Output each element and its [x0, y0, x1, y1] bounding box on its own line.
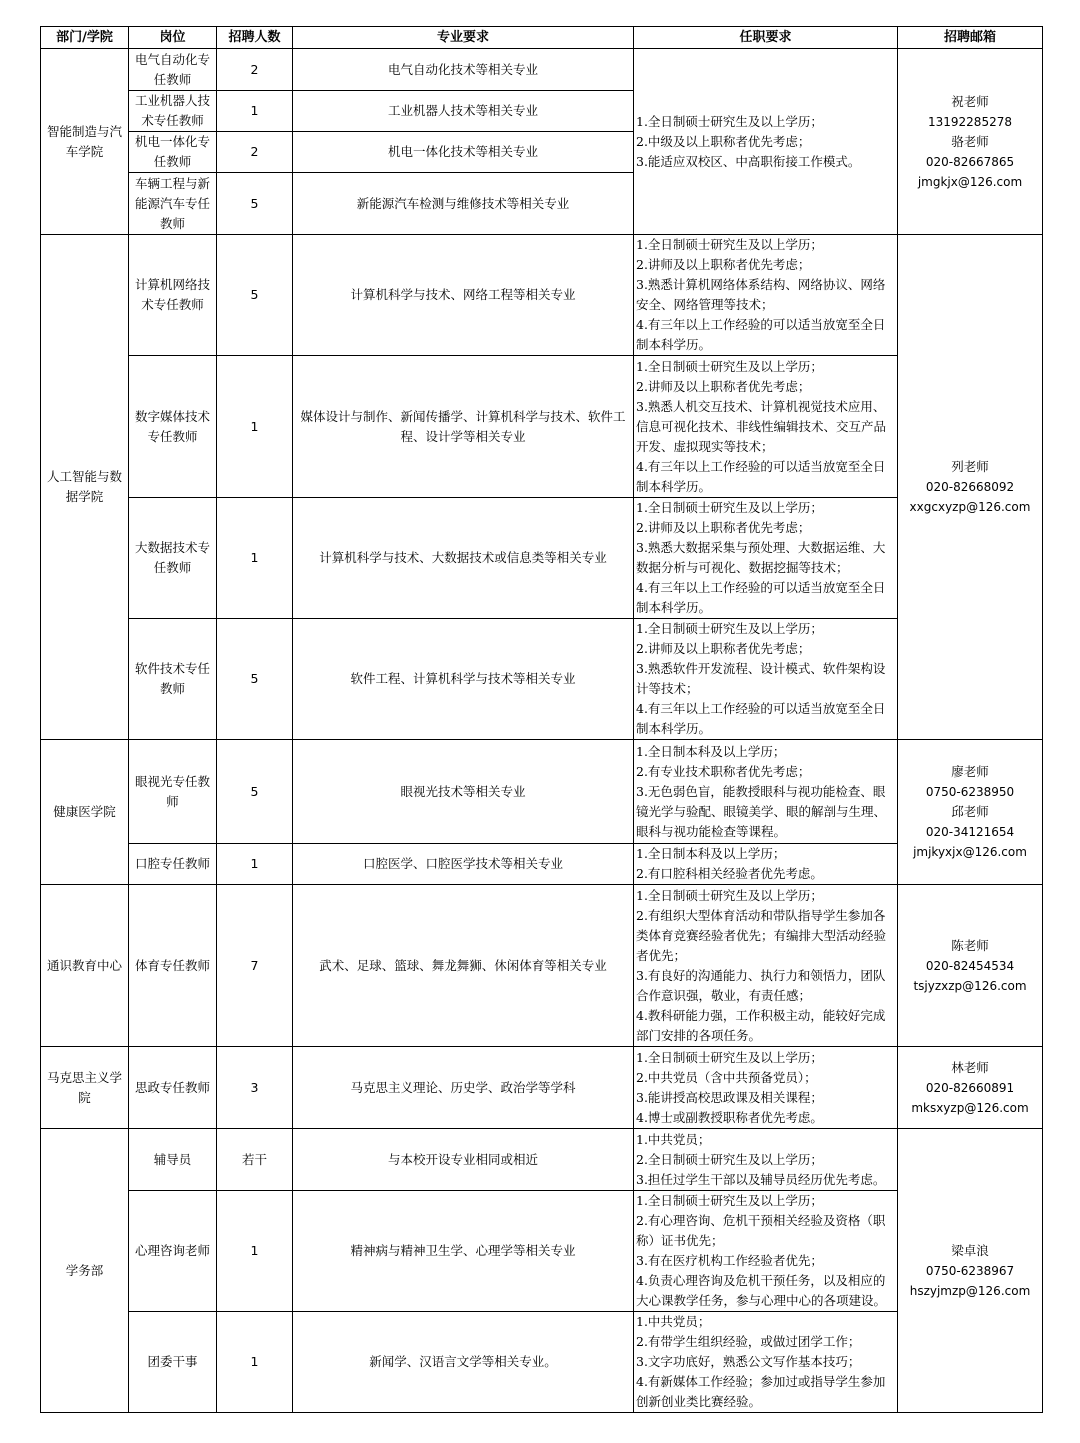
requirement-line: 4.有新媒体工作经验；参加过或指导学生参加创新创业类比赛经验。: [636, 1374, 886, 1409]
contact-name: 林老师: [951, 1059, 989, 1075]
requirement-line: 1.全日制硕士研究生及以上学历；: [636, 887, 823, 903]
major-cell: 媒体设计与制作、新闻传播学、计算机科学与技术、软件工程、设计学等相关专业: [293, 356, 634, 498]
contact-email: tsjyzxzp@126.com: [913, 978, 1027, 993]
table-row: [41, 619, 1043, 740]
table-row: [41, 1129, 1043, 1191]
contact-email: xxgcxyzp@126.com: [909, 500, 1031, 514]
count-cell: 5: [217, 173, 293, 235]
requirement-line: 3.文字功底好，熟悉公文写作基本技巧；: [636, 1354, 861, 1369]
position-cell: 辅导员: [129, 1129, 217, 1191]
count-cell: 1: [217, 356, 293, 498]
position-cell: 体育专任教师: [129, 885, 217, 1047]
count-cell: 2: [217, 49, 293, 91]
requirement-line: 1.全日制本科及以上学历；: [636, 743, 786, 759]
table-row: [41, 1047, 1043, 1129]
major-cell: 新能源汽车检测与维修技术等相关专业: [293, 173, 634, 235]
col-header-requirements: 任职要求: [634, 27, 898, 49]
contact-phone: 020-82660891: [925, 1080, 1015, 1095]
requirement-line: 3.熟悉软件开发流程、设计模式、软件架构设计等技术；: [636, 661, 886, 696]
count-cell: 5: [217, 740, 293, 844]
dept-cell: 健康医学院: [41, 740, 129, 885]
requirement-line: 3.无色弱色盲，能教授眼科与视功能检查、眼镜光学与验配、眼镜美学、眼的解剖与生理、眼科与视功能检查等课程。: [636, 783, 887, 839]
dept-cell: 智能制造与汽车学院: [41, 49, 129, 235]
contact-phone: 020-82668092: [925, 480, 1015, 494]
dept-cell: 学务部: [41, 1129, 129, 1413]
recruitment-table: [40, 26, 1043, 1413]
contact-email: mksxyzp@126.com: [911, 1100, 1029, 1115]
contact-name: 骆老师: [951, 133, 989, 149]
contact-name: 邱老师: [951, 804, 989, 819]
contact-cell: [898, 885, 1043, 1047]
requirement-line: 3.有在医疗机构工作经验者优先；: [636, 1253, 823, 1268]
requirement-line: 3.有良好的沟通能力、执行力和领悟力，团队合作意识强，敬业，有责任感；: [636, 967, 886, 1003]
requirement-line: 2.讲师及以上职称者优先考虑；: [636, 520, 811, 535]
contact-cell: [898, 1129, 1043, 1413]
table-row: [41, 49, 1043, 91]
col-header-email: 招聘邮箱: [898, 27, 1043, 49]
requirement-line: 3.熟悉人机交互技术、计算机视觉技术应用、信息可视化技术、非线性编辑技术、交互产品开发、虚拟现实等技术；: [636, 398, 887, 454]
table-row: [41, 844, 1043, 885]
requirement-line: 3.能适应双校区、中高职衔接工作模式。: [636, 153, 861, 169]
position-cell: 眼视光专任教师: [129, 740, 217, 844]
major-cell: 计算机科学与技术、网络工程等相关专业: [293, 235, 634, 356]
requirement-line: 4.负责心理咨询及危机干预任务，以及相应的大心课教学任务，参与心理中心的各项建设。: [636, 1273, 887, 1308]
major-cell: 武术、足球、篮球、舞龙舞狮、休闲体育等相关专业: [293, 885, 634, 1047]
count-cell: 若干: [217, 1129, 293, 1191]
contact-cell: [898, 49, 1043, 235]
count-cell: 1: [217, 91, 293, 132]
position-cell: 思政专任教师: [129, 1047, 217, 1129]
requirements-cell: [634, 844, 898, 885]
count-cell: 3: [217, 1047, 293, 1129]
contact-email: jmjkyxjx@126.com: [913, 845, 1027, 859]
dept-cell: 马克思主义学院: [41, 1047, 129, 1129]
position-cell: 口腔专任教师: [129, 844, 217, 885]
position-cell: 团委干事: [129, 1312, 217, 1413]
major-cell: 新闻学、汉语言文学等相关专业。: [293, 1312, 634, 1413]
requirement-line: 1.全日制硕士研究生及以上学历；: [636, 1049, 823, 1065]
count-cell: 1: [217, 844, 293, 885]
contact-name: 梁卓浪: [951, 1242, 989, 1258]
table-row: [41, 1191, 1043, 1312]
table-row: [41, 498, 1043, 619]
major-cell: 软件工程、计算机科学与技术等相关专业: [293, 619, 634, 740]
requirement-line: 1.中共党员；: [636, 1314, 711, 1329]
dept-cell: 人工智能与数据学院: [41, 235, 129, 740]
contact-name: 列老师: [951, 459, 989, 474]
table-row: [41, 1312, 1043, 1413]
requirement-line: 3.担任过学生干部以及辅导员经历优先考虑。: [636, 1171, 886, 1187]
contact-name: 陈老师: [951, 937, 989, 953]
requirement-line: 1.中共党员；: [636, 1131, 711, 1147]
contact-phone: 0750-6238950: [925, 785, 1015, 799]
requirements-cell: [634, 1129, 898, 1191]
requirement-line: 2.中共党员（含中共预备党员）；: [636, 1069, 817, 1085]
major-cell: 与本校开设专业相同或相近: [293, 1129, 634, 1191]
requirement-line: 4.有三年以上工作经验的可以适当放宽至全日制本科学历。: [636, 317, 886, 352]
contact-email: hszyjmzp@126.com: [909, 1283, 1031, 1298]
requirement-line: 1.全日制硕士研究生及以上学历；: [636, 237, 823, 252]
requirements-cell: [634, 1312, 898, 1413]
count-cell: 1: [217, 1312, 293, 1413]
col-header-major: 专业要求: [293, 27, 634, 49]
contact-phone: 0750-6238967: [925, 1263, 1015, 1278]
requirement-line: 2.有口腔科相关经验者优先考虑。: [636, 866, 823, 881]
requirement-line: 4.博士或副教授职称者优先考虑。: [636, 1109, 823, 1125]
position-cell: 软件技术专任教师: [129, 619, 217, 740]
col-header-count: 招聘人数: [217, 27, 293, 49]
requirement-line: 4.有三年以上工作经验的可以适当放宽至全日制本科学历。: [636, 580, 886, 615]
requirements-cell: [634, 1047, 898, 1129]
requirements-cell: [634, 885, 898, 1047]
major-cell: 机电一体化技术等相关专业: [293, 132, 634, 173]
contact-cell: [898, 1047, 1043, 1129]
requirement-line: 1.全日制硕士研究生及以上学历；: [636, 1193, 823, 1208]
requirement-line: 1.全日制硕士研究生及以上学历；: [636, 113, 823, 129]
requirement-line: 1.全日制硕士研究生及以上学历；: [636, 621, 823, 636]
position-cell: 电气自动化专任教师: [129, 49, 217, 91]
contact-phone: 13192285278: [928, 114, 1012, 129]
position-cell: 车辆工程与新能源汽车专任教师: [129, 173, 217, 235]
count-cell: 1: [217, 498, 293, 619]
requirements-cell: [634, 49, 898, 235]
count-cell: 2: [217, 132, 293, 173]
contact-phone: 020-34121654: [925, 825, 1015, 839]
contact-cell: [898, 740, 1043, 885]
requirement-line: 2.中级及以上职称者优先考虑；: [636, 133, 811, 149]
position-cell: 计算机网络技术专任教师: [129, 235, 217, 356]
major-cell: 眼视光技术等相关专业: [293, 740, 634, 844]
position-cell: 大数据技术专任教师: [129, 498, 217, 619]
major-cell: 精神病与精神卫生学、心理学等相关专业: [293, 1191, 634, 1312]
table-row: [41, 740, 1043, 844]
count-cell: 5: [217, 619, 293, 740]
table-row: [41, 885, 1043, 1047]
requirement-line: 1.全日制本科及以上学历；: [636, 846, 786, 861]
position-cell: 心理咨询老师: [129, 1191, 217, 1312]
major-cell: 计算机科学与技术、大数据技术或信息类等相关专业: [293, 498, 634, 619]
requirement-line: 4.教科研能力强，工作积极主动，能较好完成部门安排的各项任务。: [636, 1007, 886, 1043]
contact-email: jmgkjx@126.com: [917, 174, 1023, 189]
contact-phone: 020-82667865: [925, 154, 1015, 169]
requirement-line: 1.全日制硕士研究生及以上学历；: [636, 358, 823, 374]
position-cell: 机电一体化专任教师: [129, 132, 217, 173]
count-cell: 5: [217, 235, 293, 356]
requirement-line: 2.有心理咨询、危机干预相关经验及资格（职称）证书优先；: [636, 1213, 886, 1248]
requirement-line: 2.有带学生组织经验，或做过团学工作；: [636, 1334, 861, 1349]
contact-name: 祝老师: [951, 93, 989, 109]
contact-cell: [898, 235, 1043, 740]
contact-phone: 020-82454534: [925, 958, 1015, 973]
major-cell: 口腔医学、口腔医学技术等相关专业: [293, 844, 634, 885]
requirement-line: 2.全日制硕士研究生及以上学历；: [636, 1151, 823, 1167]
requirement-line: 4.有三年以上工作经验的可以适当放宽至全日制本科学历。: [636, 458, 886, 494]
requirement-line: 4.有三年以上工作经验的可以适当放宽至全日制本科学历。: [636, 701, 886, 736]
requirements-cell: [634, 619, 898, 740]
requirement-line: 2.讲师及以上职称者优先考虑；: [636, 378, 811, 394]
requirement-line: 2.有专业技术职称者优先考虑；: [636, 763, 811, 779]
requirements-cell: [634, 498, 898, 619]
requirement-line: 2.有组织大型体育活动和带队指导学生参加各类体育竞赛经验者优先；有编排大型活动经验者优先；: [636, 907, 887, 963]
col-header-position: 岗位: [129, 27, 217, 49]
col-header-dept: 部门/学院: [41, 27, 129, 49]
count-cell: 1: [217, 1191, 293, 1312]
requirements-cell: [634, 740, 898, 844]
requirement-line: 2.讲师及以上职称者优先考虑；: [636, 641, 811, 656]
header-row: [41, 27, 1043, 49]
contact-name: 廖老师: [951, 764, 989, 779]
major-cell: 马克思主义理论、历史学、政治学等学科: [293, 1047, 634, 1129]
major-cell: 电气自动化技术等相关专业: [293, 49, 634, 91]
requirement-line: 3.熟悉计算机网络体系结构、网络协议、网络安全、网络管理等技术；: [636, 277, 886, 312]
dept-cell: 通识教育中心: [41, 885, 129, 1047]
requirement-line: 3.熟悉大数据采集与预处理、大数据运维、大数据分析与可视化、数据挖掘等技术；: [636, 540, 886, 575]
count-cell: 7: [217, 885, 293, 1047]
table-row: [41, 356, 1043, 498]
major-cell: 工业机器人技术等相关专业: [293, 91, 634, 132]
requirements-cell: [634, 235, 898, 356]
position-cell: 数字媒体技术专任教师: [129, 356, 217, 498]
requirement-line: 2.讲师及以上职称者优先考虑；: [636, 257, 811, 272]
requirements-cell: [634, 1191, 898, 1312]
table-row: [41, 235, 1043, 356]
position-cell: 工业机器人技术专任教师: [129, 91, 217, 132]
requirement-line: 1.全日制硕士研究生及以上学历；: [636, 500, 823, 515]
requirement-line: 3.能讲授高校思政课及相关课程；: [636, 1089, 823, 1105]
requirements-cell: [634, 356, 898, 498]
